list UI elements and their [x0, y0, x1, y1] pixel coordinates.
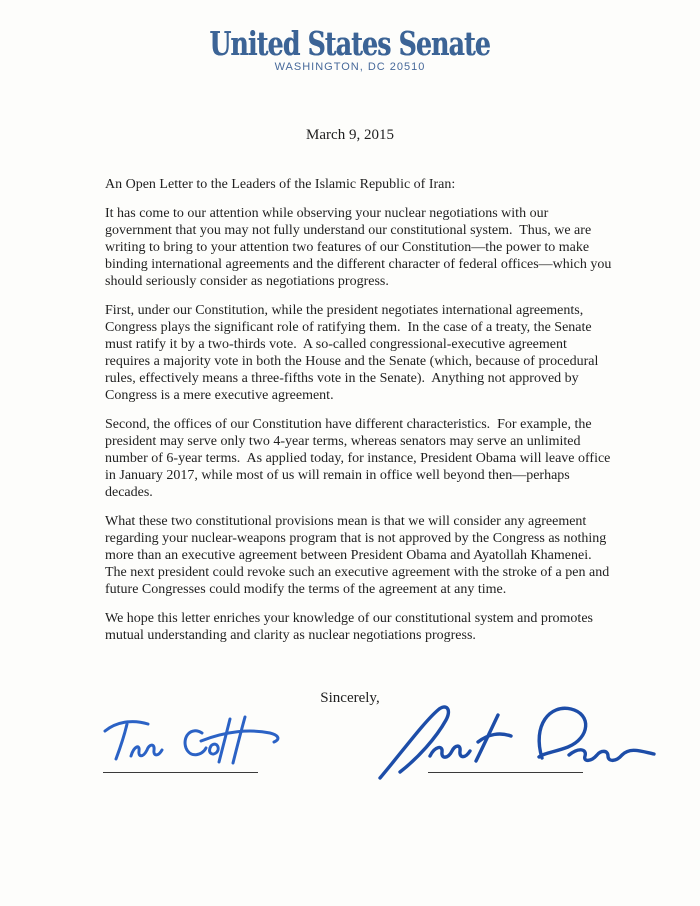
- paragraph-4: What these two constitutional provisions mean is that we will consider any agreement regarding your nuclear-weapons program that is not approved by the Congress as nothing more than an executive agreement between President Obama and Ayatollah Khamenei. The next president could revoke such an executive agreement with the stroke of a pen and future Congresses could modify the terms of the agreement at any time.: [105, 514, 613, 597]
- signature-tom-cotton: [98, 712, 288, 774]
- letter-date: March 9, 2015: [306, 127, 394, 143]
- paragraph-3: Second, the offices of our Constitution have different characteristics. For example, the president may serve only two 4-year terms, whereas senators may serve an unlimited number of 6-year terms. As applied today, for instance, President Obama will leave office in January 2017, while most of us will remain in office well beyond then—perhaps decades.: [105, 417, 614, 500]
- letterhead-address: WASHINGTON, DC 20510: [274, 61, 426, 73]
- signature-line-cotton: [103, 772, 258, 773]
- letterhead: [0, 24, 700, 73]
- closing: Sincerely,: [320, 690, 380, 706]
- david-perdue-ink: [380, 707, 654, 778]
- tom-cotton-ink: [105, 717, 278, 763]
- signature-line-perdue: [428, 772, 583, 773]
- paragraph-5: We hope this letter enriches your knowledge of our constitutional system and promotes mutual understanding and clarity as nuclear negotiations progress.: [105, 611, 597, 643]
- salutation: An Open Letter to the Leaders of the Islamic Republic of Iran:: [105, 177, 456, 192]
- paragraph-2: First, under our Constitution, while the president negotiates international agreements, Congress plays the significant role of ratifying them. In the case of a treaty, the Senate must ratify it by a two-thirds vote. A so-called congressional-executive agreement requires a majority vote in both the House and the Senate (which, because of procedural rules, effectively means a three-fifths vote in the Senate). Anything not approved by Congress is a mere executive agreement.: [105, 303, 602, 403]
- letter-body: [105, 176, 613, 656]
- letterhead-title: United States Senate: [209, 24, 491, 63]
- paragraph-1: It has come to our attention while observing your nuclear negotiations with our government that you may not fully understand our constitutional system. Thus, we are writing to bring to your attention two features of our Constitution—the power to make binding international agreements and the different character of federal offices—which you should seriously consider as negotiations progress.: [105, 206, 615, 289]
